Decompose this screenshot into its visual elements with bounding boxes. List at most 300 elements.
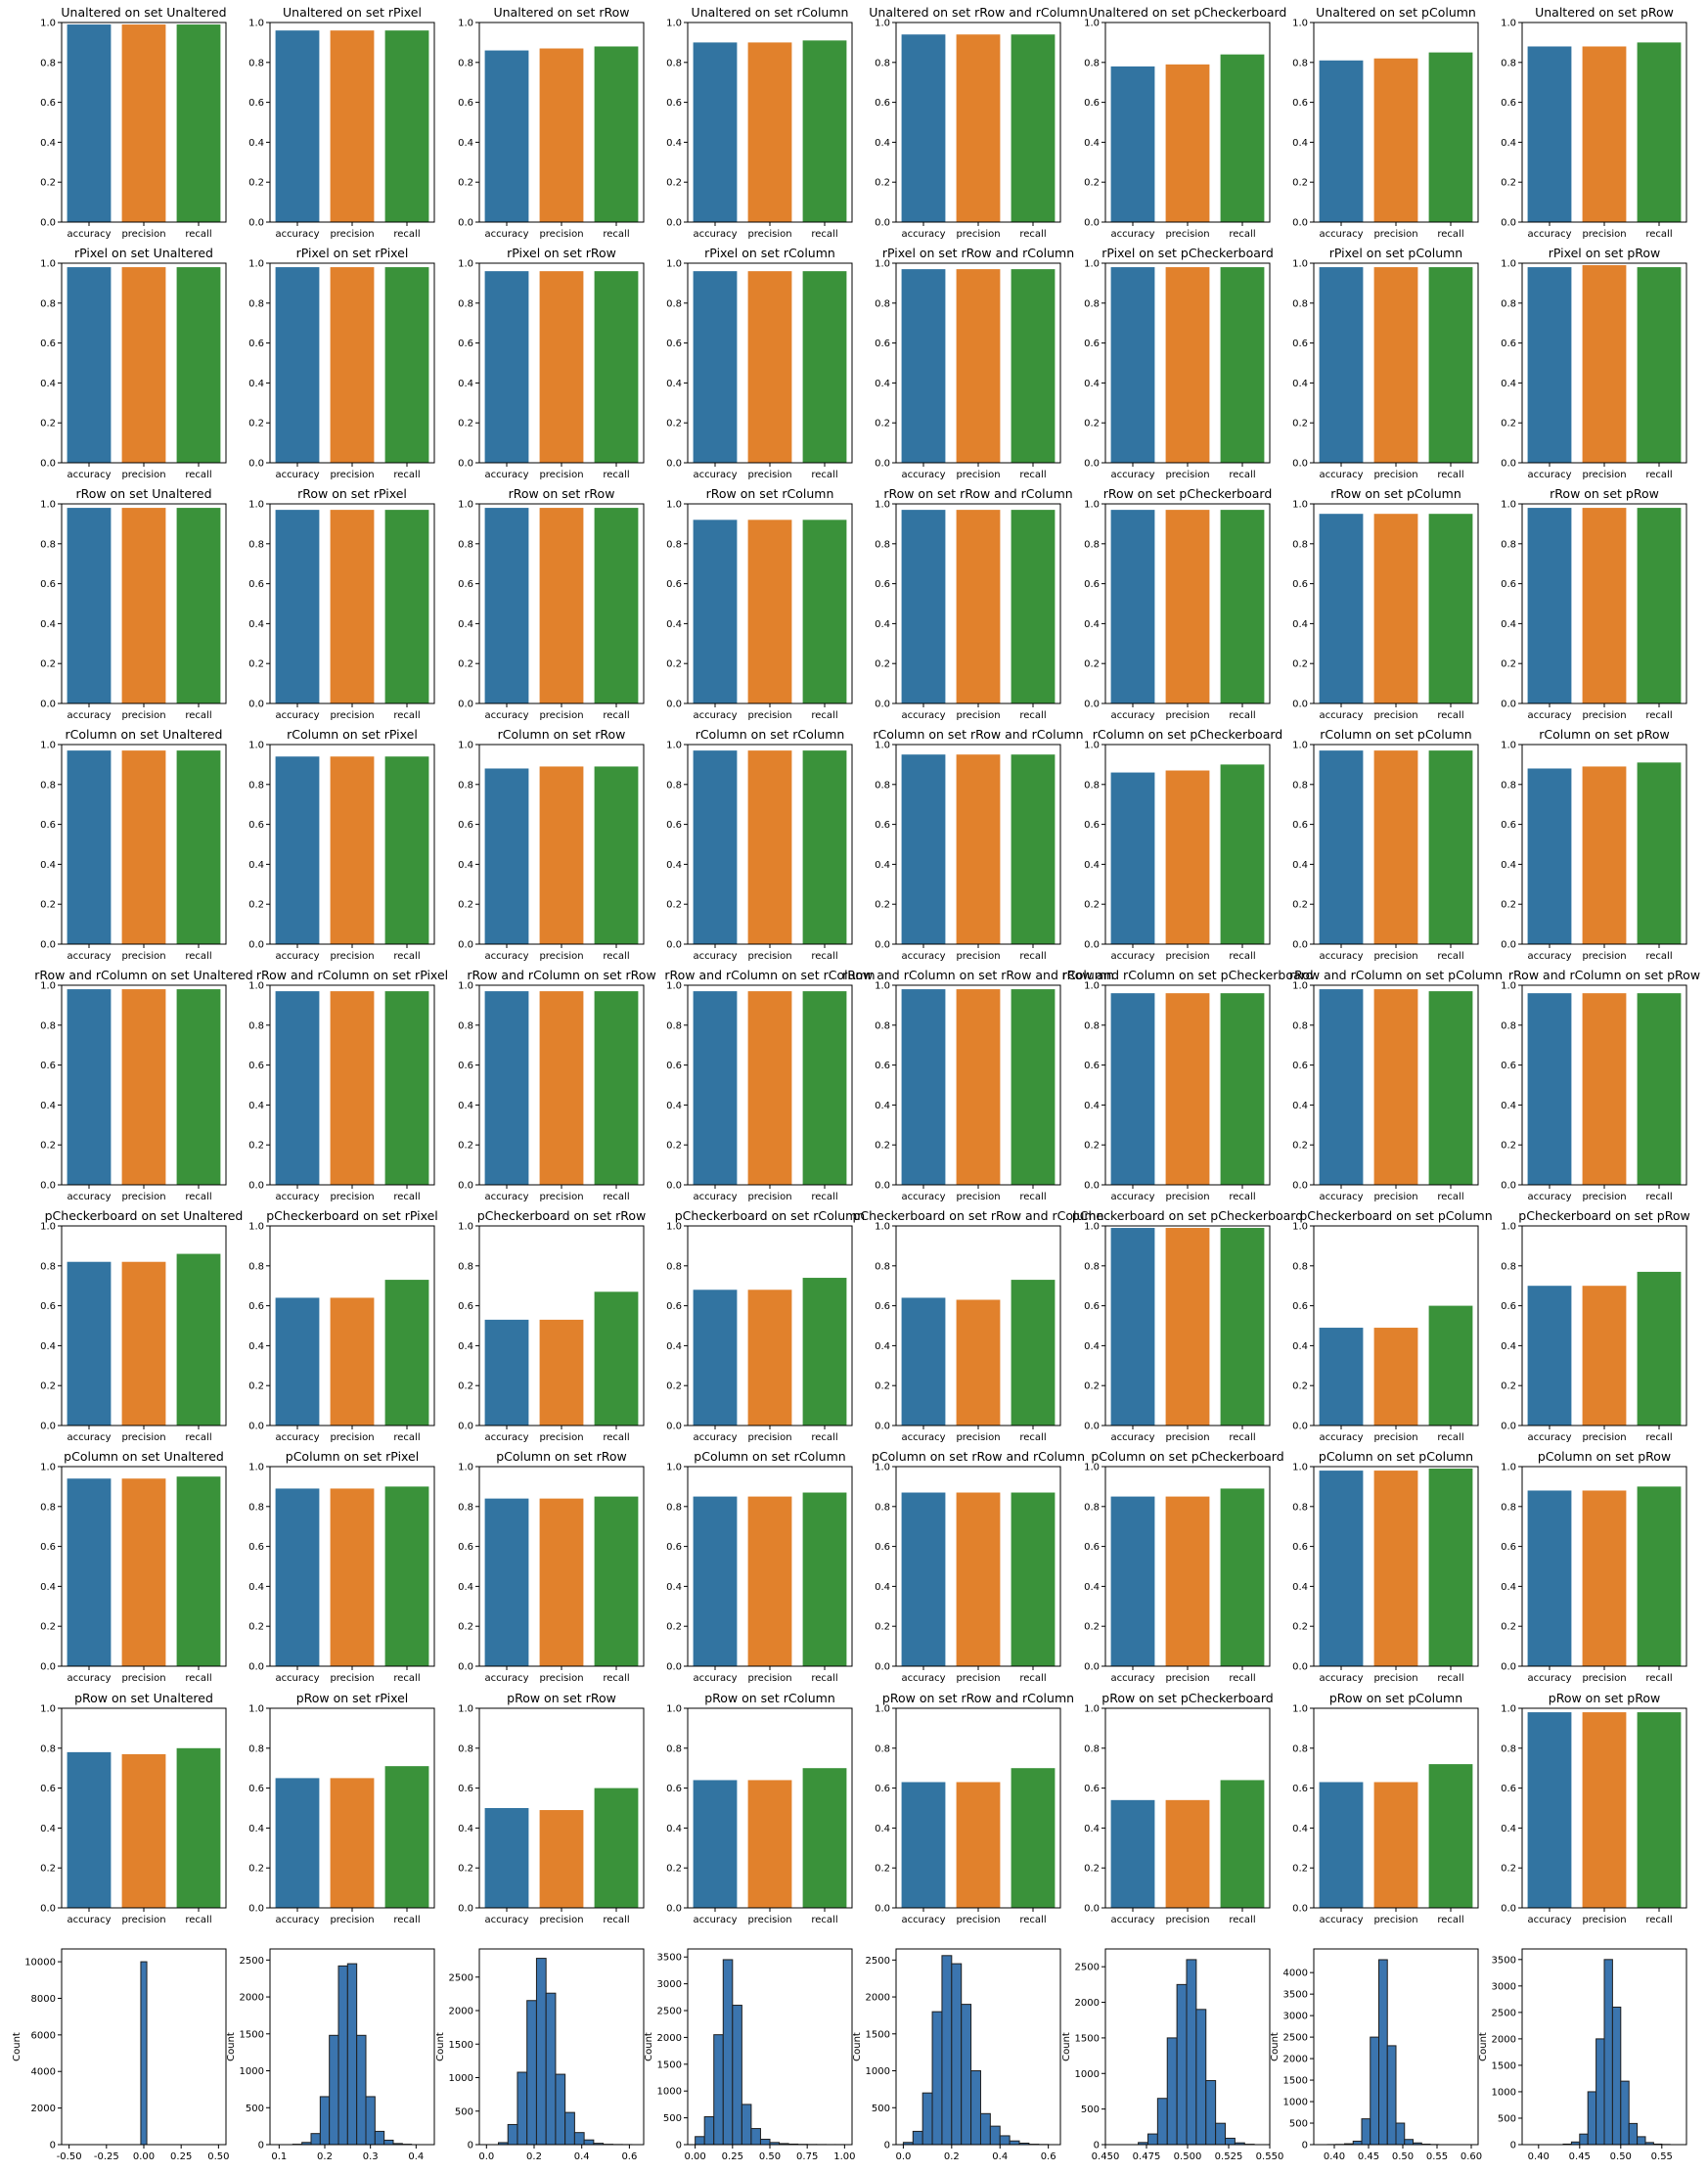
y-tick-label: 0.0 xyxy=(1292,699,1308,710)
x-tick-label: accuracy xyxy=(693,1915,738,1925)
bar-recall xyxy=(595,1788,639,1908)
y-tick-label: 0.6 xyxy=(875,1301,890,1313)
y-tick-label: 0.6 xyxy=(1084,339,1100,350)
y-tick-label: 0.6 xyxy=(1084,579,1100,591)
bar-accuracy xyxy=(694,991,738,1185)
bar-accuracy xyxy=(276,30,320,222)
y-tick-label: 0.0 xyxy=(666,217,682,229)
y-tick-label: 0.2 xyxy=(248,1140,264,1152)
y-tick-label: 0.6 xyxy=(1292,820,1308,832)
y-tick-label: 0.8 xyxy=(875,1261,890,1273)
y-tick-label: 0.2 xyxy=(1501,418,1516,430)
bar-recall xyxy=(1011,510,1056,703)
y-tick-label: 0.8 xyxy=(40,539,56,551)
y-tick-label: 0.4 xyxy=(1084,137,1100,149)
subplot-title: pColumn on set pRow xyxy=(1537,1449,1672,1464)
subplot-title: Unaltered on set pRow xyxy=(1535,5,1674,20)
x-tick-label: recall xyxy=(1229,1432,1256,1443)
y-tick-label: 0.6 xyxy=(1084,1061,1100,1072)
x-tick-label: precision xyxy=(121,1432,166,1443)
y-tick-label: 0.8 xyxy=(1084,58,1100,69)
bar-accuracy xyxy=(276,267,320,463)
y-tick-label: 1.0 xyxy=(40,258,56,270)
subplot-title: rPixel on set rColumn xyxy=(704,246,835,260)
y-tick-label: 0.0 xyxy=(248,1421,264,1432)
x-tick-label: accuracy xyxy=(1110,710,1155,721)
y-tick-label: 1.0 xyxy=(40,740,56,751)
x-tick-label: recall xyxy=(185,1192,212,1202)
bar-precision xyxy=(331,510,375,703)
y-tick-label: 0.4 xyxy=(1292,859,1308,871)
x-tick-label: accuracy xyxy=(484,1432,529,1443)
y-tick-label: 1.0 xyxy=(1084,18,1100,29)
x-tick-label: recall xyxy=(811,951,838,962)
bar-recall xyxy=(1011,269,1056,463)
y-axis-label: Count xyxy=(852,2032,864,2061)
x-tick-label: 0.45 xyxy=(1357,2151,1380,2162)
subplot-title: rPixel on set pRow xyxy=(1548,246,1661,260)
y-tick-label: 0.6 xyxy=(875,98,890,110)
y-tick-label: 1.0 xyxy=(1501,1462,1516,1473)
histogram-bar xyxy=(1371,2037,1379,2145)
y-tick-label: 0.4 xyxy=(248,859,264,871)
x-tick-label: precision xyxy=(747,951,792,962)
subplot-title: rPixel on set pCheckerboard xyxy=(1101,246,1274,260)
y-tick-label: 0.4 xyxy=(1501,1581,1516,1593)
y-tick-label: 0.0 xyxy=(1292,939,1308,951)
bar-accuracy xyxy=(276,756,320,944)
y-tick-label: 0.4 xyxy=(1501,618,1516,630)
y-tick-label: 0.0 xyxy=(875,1421,890,1432)
bar-precision xyxy=(957,989,1001,1185)
x-tick-label: precision xyxy=(539,1192,584,1202)
y-tick-label: 0.2 xyxy=(1292,1140,1308,1152)
y-tick-label: 0.8 xyxy=(248,780,264,792)
y-tick-label: 1.0 xyxy=(1292,980,1308,992)
y-tick-label: 0.6 xyxy=(666,820,682,832)
histogram-bar xyxy=(1000,2136,1010,2145)
bar-recall xyxy=(1429,514,1473,703)
bar-accuracy xyxy=(902,1782,946,1908)
x-tick-label: accuracy xyxy=(693,710,738,721)
subplot-title: rRow and rColumn on set Unaltered xyxy=(34,968,253,982)
subplot-title: rRow on set rColumn xyxy=(705,486,834,501)
y-tick-label: 0.8 xyxy=(1501,1502,1516,1514)
x-tick-label: accuracy xyxy=(1527,1673,1572,1684)
bar-precision xyxy=(957,1782,1001,1908)
bar-precision xyxy=(540,271,584,463)
x-tick-label: accuracy xyxy=(484,1673,529,1684)
y-tick-label: 0.6 xyxy=(248,579,264,591)
x-tick-label: accuracy xyxy=(1527,951,1572,962)
subplot-title: rPixel on set rPixel xyxy=(295,246,409,260)
x-tick-label: 0.55 xyxy=(1425,2151,1449,2162)
y-tick-label: 0.6 xyxy=(40,1784,56,1795)
histogram-bar xyxy=(565,2112,575,2145)
y-tick-label: 1.0 xyxy=(1084,499,1100,511)
y-tick-label: 0.2 xyxy=(1501,177,1516,189)
x-tick-label: 0.75 xyxy=(796,2151,819,2162)
x-tick-label: precision xyxy=(1165,1915,1210,1925)
y-tick-label: 1.0 xyxy=(1501,740,1516,751)
y-tick-label: 0.6 xyxy=(666,1784,682,1795)
x-tick-label: 0.4 xyxy=(573,2151,590,2162)
y-tick-label: 500 xyxy=(871,2103,890,2114)
y-tick-label: 0.8 xyxy=(1501,539,1516,551)
y-tick-label: 0.2 xyxy=(1501,1140,1516,1152)
y-axis-label: Count xyxy=(1478,2032,1490,2061)
bar-precision xyxy=(540,1810,584,1908)
bar-recall xyxy=(177,267,221,463)
y-tick-label: 0.2 xyxy=(248,1381,264,1392)
y-tick-label: 0.4 xyxy=(875,1340,890,1352)
subplot-title: rRow and rColumn on set rRow and rColumn xyxy=(842,968,1114,982)
y-tick-label: 0.8 xyxy=(666,1743,682,1755)
y-tick-label: 0.4 xyxy=(875,1581,890,1593)
bar-precision xyxy=(957,34,1001,222)
subplot-title: pColumn on set pCheckerboard xyxy=(1091,1449,1284,1464)
y-tick-label: 3500 xyxy=(1491,1955,1516,1967)
y-tick-label: 0.2 xyxy=(1501,1863,1516,1875)
x-tick-label: recall xyxy=(811,1432,838,1443)
y-tick-label: 0.6 xyxy=(666,339,682,350)
y-tick-label: 0.0 xyxy=(875,1661,890,1673)
bar-recall xyxy=(595,766,639,944)
subplot-title: pRow on set rColumn xyxy=(704,1691,835,1705)
y-tick-label: 0.2 xyxy=(1084,658,1100,670)
x-tick-label: precision xyxy=(1373,229,1418,240)
subplot-title: pRow on set pCheckerboard xyxy=(1101,1691,1274,1705)
histogram-bar xyxy=(942,1956,952,2145)
y-tick-label: 0.0 xyxy=(1292,458,1308,470)
y-tick-label: 0.6 xyxy=(1501,1542,1516,1554)
y-tick-label: 1.0 xyxy=(1084,1462,1100,1473)
x-tick-label: precision xyxy=(330,1192,375,1202)
bar-recall xyxy=(595,1497,639,1666)
x-tick-label: recall xyxy=(185,951,212,962)
bar-precision xyxy=(748,750,792,944)
bar-precision xyxy=(1374,1471,1418,1666)
x-tick-label: 0.00 xyxy=(132,2151,156,2162)
y-tick-label: 0.4 xyxy=(875,618,890,630)
bar-recall xyxy=(1221,1780,1265,1908)
x-tick-label: precision xyxy=(1373,470,1418,480)
bar-precision xyxy=(957,269,1001,463)
y-tick-label: 0.6 xyxy=(458,1061,473,1072)
bar-accuracy xyxy=(485,768,529,944)
subplot-title: rColumn on set pColumn xyxy=(1320,727,1472,742)
y-tick-label: 0.6 xyxy=(248,98,264,110)
bar-recall xyxy=(1638,993,1682,1185)
y-tick-label: 0.8 xyxy=(458,1502,473,1514)
y-tick-label: 0.8 xyxy=(666,1502,682,1514)
x-tick-label: precision xyxy=(121,1192,166,1202)
y-tick-label: 0.8 xyxy=(1084,539,1100,551)
y-tick-label: 0.8 xyxy=(40,780,56,792)
y-tick-label: 0.0 xyxy=(40,458,56,470)
x-tick-label: precision xyxy=(330,710,375,721)
bar-recall xyxy=(385,991,429,1185)
y-tick-label: 0.0 xyxy=(875,1903,890,1915)
y-tick-label: 0.6 xyxy=(40,339,56,350)
y-tick-label: 1.0 xyxy=(40,1221,56,1233)
y-tick-label: 0.0 xyxy=(1501,1180,1516,1192)
x-tick-label: precision xyxy=(539,951,584,962)
y-tick-label: 0.2 xyxy=(1084,177,1100,189)
y-axis-label: Count xyxy=(12,2032,22,2061)
bar-subplot xyxy=(1292,1449,1478,1684)
y-axis-label: Count xyxy=(226,2032,238,2061)
y-tick-label: 0.2 xyxy=(1292,658,1308,670)
y-tick-label: 0.0 xyxy=(1084,939,1100,951)
x-tick-label: recall xyxy=(1645,229,1673,240)
y-tick-label: 0.4 xyxy=(1084,1823,1100,1834)
y-tick-label: 0.6 xyxy=(875,1061,890,1072)
y-tick-label: 0.2 xyxy=(248,418,264,430)
y-tick-label: 10000 xyxy=(24,1957,56,1969)
subplot-title: rPixel on set rRow xyxy=(507,246,616,260)
y-tick-label: 0.6 xyxy=(1501,1061,1516,1072)
x-tick-label: recall xyxy=(603,951,630,962)
x-tick-label: accuracy xyxy=(901,470,946,480)
y-tick-label: 0.4 xyxy=(1292,1823,1308,1834)
x-tick-label: 0.500 xyxy=(1173,2151,1202,2162)
y-tick-label: 0.0 xyxy=(458,1903,473,1915)
subplot-title: rRow on set pColumn xyxy=(1330,486,1461,501)
x-tick-label: precision xyxy=(1165,710,1210,721)
y-tick-label: 0.8 xyxy=(666,58,682,69)
y-tick-label: 0.8 xyxy=(1292,1743,1308,1755)
x-tick-label: recall xyxy=(811,1192,838,1202)
bar-recall xyxy=(177,1254,221,1426)
bar-recall xyxy=(1011,1768,1056,1908)
bar-precision xyxy=(540,991,584,1185)
y-tick-label: 0.4 xyxy=(40,1340,56,1352)
x-tick-label: accuracy xyxy=(1527,470,1572,480)
bar-accuracy xyxy=(694,520,738,703)
bar-recall xyxy=(1429,750,1473,944)
y-tick-label: 0.4 xyxy=(666,618,682,630)
bar-recall xyxy=(1638,42,1682,222)
y-tick-label: 0.2 xyxy=(875,1863,890,1875)
bar-precision xyxy=(122,24,166,222)
y-tick-label: 1.0 xyxy=(1292,1462,1308,1473)
y-tick-label: 0.2 xyxy=(666,1621,682,1633)
y-tick-label: 0.6 xyxy=(40,579,56,591)
bar-recall xyxy=(1638,267,1682,463)
y-tick-label: 0.0 xyxy=(40,217,56,229)
bar-recall xyxy=(595,46,639,222)
y-tick-label: 0.6 xyxy=(458,1301,473,1313)
y-tick-label: 1500 xyxy=(1074,2033,1100,2045)
y-tick-label: 1.0 xyxy=(458,1462,473,1473)
subplot-title: rPixel on set Unaltered xyxy=(74,246,213,260)
y-tick-label: 0.2 xyxy=(666,1140,682,1152)
bar-subplot xyxy=(40,727,226,962)
y-tick-label: 0.0 xyxy=(458,217,473,229)
bar-precision xyxy=(1166,1800,1210,1908)
y-tick-label: 0.6 xyxy=(248,1301,264,1313)
x-tick-label: 0.450 xyxy=(1091,2151,1120,2162)
histogram-bar xyxy=(1353,2141,1362,2145)
y-tick-label: 1.0 xyxy=(875,258,890,270)
x-tick-label: precision xyxy=(956,1673,1001,1684)
bar-accuracy xyxy=(485,508,529,703)
y-tick-label: 1.0 xyxy=(666,1221,682,1233)
x-tick-label: precision xyxy=(539,710,584,721)
y-tick-label: 0.4 xyxy=(875,137,890,149)
bar-subplot xyxy=(664,968,875,1202)
bar-subplot xyxy=(1084,486,1272,721)
bar-subplot xyxy=(40,5,226,240)
y-tick-label: 2500 xyxy=(865,1955,890,1967)
subplot-title: pCheckerboard on set pCheckerboard xyxy=(1071,1208,1304,1223)
subplot-title: pCheckerboard on set Unaltered xyxy=(44,1208,244,1223)
y-tick-label: 0 xyxy=(1301,2140,1308,2151)
bar-subplot xyxy=(666,727,852,962)
bar-precision xyxy=(1166,771,1210,944)
y-tick-label: 0.4 xyxy=(40,137,56,149)
subplot-title: pRow on set rRow and rColumn xyxy=(881,1691,1075,1705)
y-tick-label: 0.8 xyxy=(248,58,264,69)
y-tick-label: 0.0 xyxy=(1084,1661,1100,1673)
x-tick-label: precision xyxy=(747,1192,792,1202)
y-tick-label: 0.4 xyxy=(40,1581,56,1593)
y-tick-label: 500 xyxy=(1080,2105,1100,2116)
histogram-bar xyxy=(751,2129,761,2145)
bar-accuracy xyxy=(1320,267,1364,463)
bar-subplot xyxy=(875,246,1074,480)
bar-recall xyxy=(385,30,429,222)
y-tick-label: 0.2 xyxy=(40,899,56,911)
x-tick-label: recall xyxy=(185,229,212,240)
y-tick-label: 1.0 xyxy=(458,258,473,270)
x-tick-label: accuracy xyxy=(275,470,320,480)
y-tick-label: 2000 xyxy=(1282,2054,1308,2065)
x-tick-label: precision xyxy=(1165,1673,1210,1684)
histogram-bar xyxy=(1177,1984,1187,2145)
y-tick-label: 0.2 xyxy=(40,1863,56,1875)
subplot-title: rRow and rColumn on set rColumn xyxy=(664,968,876,982)
bar-subplot xyxy=(875,486,1073,721)
x-tick-label: 0.55 xyxy=(1650,2151,1673,2162)
y-tick-label: 0.6 xyxy=(458,579,473,591)
y-tick-label: 0.2 xyxy=(666,1863,682,1875)
subplot-title: pRow on set rRow xyxy=(507,1691,616,1705)
x-tick-label: accuracy xyxy=(484,1192,529,1202)
y-tick-label: 0.2 xyxy=(40,177,56,189)
y-tick-label: 0.4 xyxy=(458,1581,473,1593)
x-tick-label: accuracy xyxy=(1110,1673,1155,1684)
bar-accuracy xyxy=(67,267,112,463)
y-tick-label: 2500 xyxy=(1282,2032,1308,2044)
bar-recall xyxy=(1221,764,1265,944)
bar-subplot xyxy=(248,968,448,1202)
y-tick-label: 0.0 xyxy=(40,699,56,710)
x-tick-label: precision xyxy=(1582,710,1627,721)
y-tick-label: 0.2 xyxy=(40,1621,56,1633)
bar-accuracy xyxy=(1111,510,1155,703)
y-tick-label: 2500 xyxy=(239,1955,264,1967)
subplot-title: pCheckerboard on set rRow and rColumn xyxy=(852,1208,1104,1223)
bar-recall xyxy=(385,1280,429,1426)
bar-accuracy xyxy=(67,1752,112,1908)
x-tick-label: accuracy xyxy=(1527,1432,1572,1443)
y-tick-label: 0.0 xyxy=(666,1661,682,1673)
y-tick-label: 0.4 xyxy=(1292,1340,1308,1352)
y-tick-label: 0.0 xyxy=(1292,1661,1308,1673)
bar-recall xyxy=(595,1291,639,1426)
bar-recall xyxy=(177,508,221,703)
bar-recall xyxy=(803,1768,847,1908)
y-tick-label: 0.2 xyxy=(458,1381,473,1392)
x-tick-label: 0.50 xyxy=(1609,2151,1632,2162)
y-tick-label: 0.4 xyxy=(248,1823,264,1834)
histogram-bar xyxy=(1629,2123,1637,2145)
x-tick-label: recall xyxy=(811,229,838,240)
y-tick-label: 0 xyxy=(49,2140,56,2151)
bar-recall xyxy=(803,40,847,222)
subplot-title: rPixel on set pColumn xyxy=(1328,246,1463,260)
x-tick-label: recall xyxy=(1437,951,1464,962)
y-tick-label: 0.6 xyxy=(1292,1301,1308,1313)
y-tick-label: 0.2 xyxy=(666,418,682,430)
x-tick-label: precision xyxy=(956,1432,1001,1443)
y-tick-label: 0.6 xyxy=(875,1542,890,1554)
y-tick-label: 1.0 xyxy=(666,740,682,751)
x-tick-label: recall xyxy=(1019,1673,1047,1684)
x-tick-label: accuracy xyxy=(1110,229,1155,240)
y-tick-label: 0.8 xyxy=(458,1743,473,1755)
bar-accuracy xyxy=(902,269,946,463)
y-tick-label: 6000 xyxy=(30,2030,56,2042)
bar-accuracy xyxy=(694,1780,738,1908)
y-tick-label: 0.0 xyxy=(458,699,473,710)
x-tick-label: precision xyxy=(747,1915,792,1925)
bar-precision xyxy=(957,1299,1001,1426)
histogram-bar xyxy=(584,2140,594,2145)
x-tick-label: accuracy xyxy=(1527,710,1572,721)
y-tick-label: 0.2 xyxy=(458,1621,473,1633)
bar-subplot xyxy=(40,486,226,721)
x-tick-label: accuracy xyxy=(484,229,529,240)
bar-accuracy xyxy=(1528,508,1572,703)
subplot-title: rColumn on set rColumn xyxy=(695,727,845,742)
bar-subplot xyxy=(248,5,434,240)
bar-precision xyxy=(1166,993,1210,1185)
bar-precision xyxy=(1374,59,1418,222)
x-tick-label: precision xyxy=(121,470,166,480)
y-tick-label: 0.8 xyxy=(666,1020,682,1032)
y-tick-label: 0.6 xyxy=(40,820,56,832)
histogram-bar xyxy=(1588,2092,1596,2145)
histogram-bar xyxy=(1216,2123,1226,2145)
bar-recall xyxy=(595,271,639,463)
y-tick-label: 0 xyxy=(1093,2140,1100,2151)
bar-precision xyxy=(331,756,375,944)
y-tick-label: 0.4 xyxy=(666,1100,682,1111)
x-tick-label: 0.6 xyxy=(621,2151,638,2162)
y-tick-label: 2000 xyxy=(1074,1998,1100,2010)
x-tick-label: precision xyxy=(1165,229,1210,240)
histogram-bar xyxy=(742,2105,751,2145)
x-tick-label: precision xyxy=(1165,951,1210,962)
histogram-bar xyxy=(1387,2046,1396,2145)
y-tick-label: 500 xyxy=(245,2103,264,2114)
y-tick-label: 1000 xyxy=(448,2073,473,2085)
x-tick-label: accuracy xyxy=(693,951,738,962)
y-tick-label: 0.8 xyxy=(458,1020,473,1032)
